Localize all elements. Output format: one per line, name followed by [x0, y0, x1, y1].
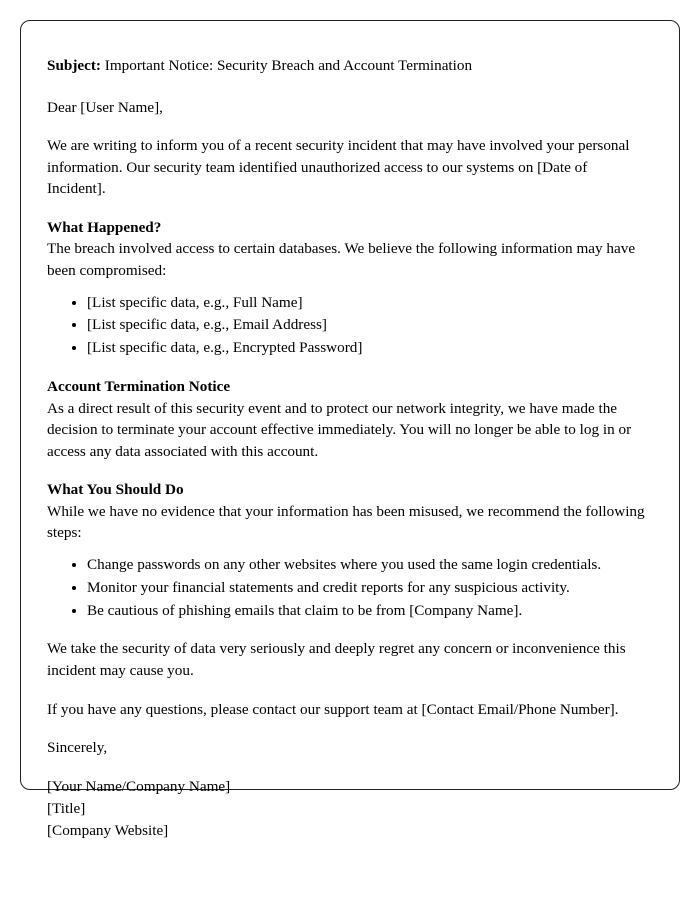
closing-paragraph: We take the security of data very seriously and deeply regret any concern or inconvenience this incident may cause you. [47, 640, 626, 680]
signature-website: [Company Website] [47, 821, 169, 839]
section-heading-account-termination: Account Termination Notice [47, 378, 231, 396]
section-heading-what-you-should-do: What You Should Do [47, 481, 184, 499]
list-item: • [List specific data, e.g., Encrypted Password] [87, 337, 647, 360]
list-item: • Change passwords on any other websites where you used the same login credentials. [87, 554, 647, 577]
subject-text: Important Notice: Security Breach and Account Termination [104, 57, 473, 74]
recommended-steps-list [47, 554, 647, 622]
sign-off: Sincerely, [47, 739, 108, 757]
section-body-account-termination: As a direct result of this security event and to protect our network integrity, we have made the decision to terminate your account effective immediately. You will no longer be able to log in or access any data associated with this account. [47, 399, 632, 460]
section-heading-what-happened: What Happened? [47, 218, 162, 236]
intro-paragraph: We are writing to inform you of a recent security incident that may have involved your personal information. Our security team identified unauthorized access to our systems on [Date of Incident]. [47, 137, 630, 198]
list-item: • [List specific data, e.g., Full Name] [87, 292, 647, 315]
signature-name: [Your Name/Company Name] [47, 777, 231, 795]
compromised-data-list [47, 292, 647, 360]
subject-line [47, 55, 647, 77]
subject-label: Subject: [47, 57, 101, 74]
section-body-what-you-should-do: While we have no evidence that your information has been misused, we recommend the following steps: [47, 502, 645, 542]
letter-card [20, 20, 680, 839]
salutation: Dear [User Name], [47, 98, 163, 116]
list-item: • [List specific data, e.g., Email Address] [87, 314, 647, 337]
list-item: • Be cautious of phishing emails that claim to be from [Company Name]. [87, 600, 647, 623]
list-item: • Monitor your financial statements and credit reports for any suspicious activity. [87, 577, 647, 600]
section-body-what-happened: The breach involved access to certain databases. We believe the following information may have been compromised: [47, 240, 636, 280]
contact-paragraph: If you have any questions, please contact our support team at [Contact Email/Phone Number]. [47, 700, 619, 718]
signature-block [47, 776, 647, 842]
signature-title: [Title] [47, 799, 86, 817]
